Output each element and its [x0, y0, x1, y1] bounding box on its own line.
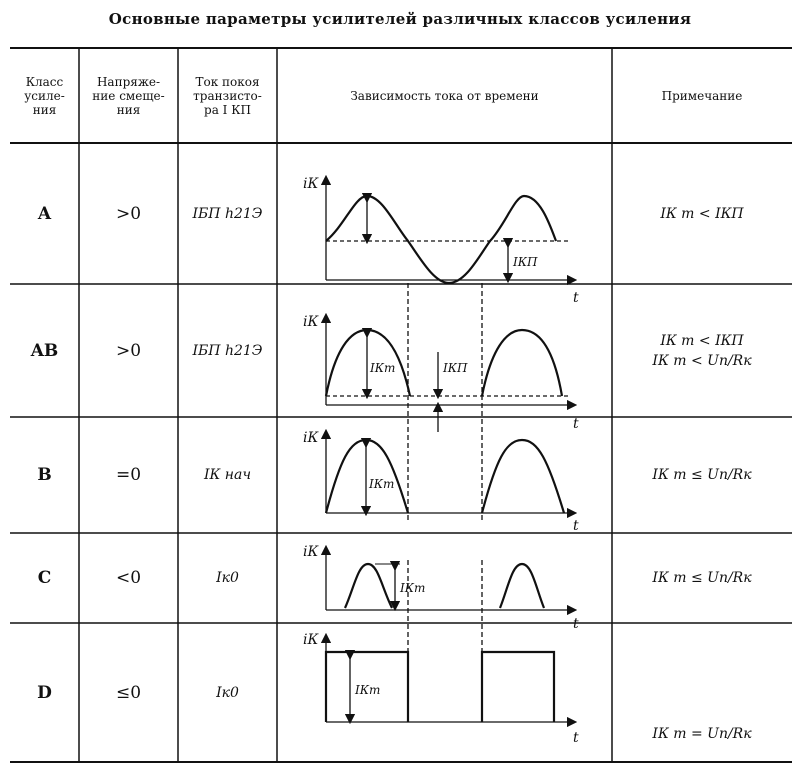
row-a-current: IБП h21Э: [192, 205, 263, 222]
header-class: Класс усиле-ния: [24, 74, 65, 117]
graph-b-amplitude-label: IКm: [369, 477, 395, 491]
graph-c-y-label: iК: [303, 544, 319, 560]
graph-b-pulse-1: [326, 440, 408, 513]
row-a-note: IК m < IКП: [660, 205, 744, 222]
row-b-class: B: [37, 465, 52, 485]
row-d-note: IК m = Uп/Rк: [652, 726, 752, 742]
graph-d-y-label: iК: [303, 632, 319, 648]
graph-a-quiescent-label: IКП: [513, 255, 538, 269]
row-c-current: Iк0: [216, 570, 239, 586]
row-b-note: IК m ≤ Uп/Rк: [652, 467, 752, 483]
graph-class-ab: [326, 318, 572, 432]
row-a-bias: >0: [115, 203, 142, 224]
row-d-current: Iк0: [216, 684, 239, 701]
graph-class-d: [326, 638, 572, 722]
graph-d-x-label: t: [573, 730, 579, 746]
graph-ab-amplitude-label: IКm: [370, 361, 396, 375]
row-c-bias: <0: [115, 568, 142, 588]
graph-a-sine-wave: [326, 196, 556, 283]
graph-b-y-label: iК: [303, 430, 319, 446]
graph-b-x-label: t: [573, 518, 579, 534]
row-b-bias: =0: [115, 465, 142, 485]
graph-class-b: [326, 434, 572, 513]
graph-c-x-label: t: [573, 616, 579, 632]
row-ab-bias: >0: [115, 340, 142, 361]
row-d-class: D: [37, 682, 52, 703]
row-ab-current: IБП h21Э: [192, 342, 263, 359]
graph-ab-pulse-2: [482, 330, 562, 396]
row-a-class: A: [37, 203, 52, 224]
row-c-class: C: [37, 568, 52, 588]
graph-ab-pulse-1: [326, 330, 410, 396]
graph-a-y-label: iК: [303, 176, 319, 192]
row-d-bias: ≤0: [115, 682, 142, 703]
row-ab-class: AB: [30, 340, 59, 361]
graph-ab-x-label: t: [573, 416, 579, 432]
table-title: Основные параметры усилителей различных классов усиления: [108, 10, 692, 28]
row-c-note: IК m ≤ Uп/Rк: [652, 570, 752, 586]
graph-d-pulse-2: [482, 652, 554, 722]
graph-c-pulse-1: [345, 564, 392, 608]
header-note: Примечание: [661, 88, 743, 103]
header-quiescent: Ток покоя транзисто-ра I КП: [193, 74, 262, 117]
row-ab-note: IК m < IКП IК m < Uп/Rк: [652, 332, 752, 369]
graph-c-amplitude-label: IКm: [400, 581, 426, 595]
graph-class-c: [326, 550, 572, 610]
row-b-current: IК нач: [203, 467, 252, 483]
header-bias: Напряже-ние смеще-ния: [92, 74, 165, 117]
graph-b-pulse-2: [482, 440, 564, 513]
graph-ab-y-label: iК: [303, 314, 319, 330]
graph-ab-quiescent-label: IКП: [443, 361, 468, 375]
graph-c-pulse-2: [500, 564, 544, 608]
header-waveform: Зависимость тока от времени: [350, 88, 539, 103]
graph-d-amplitude-label: IКm: [355, 683, 381, 697]
graph-a-x-label: t: [573, 290, 579, 306]
